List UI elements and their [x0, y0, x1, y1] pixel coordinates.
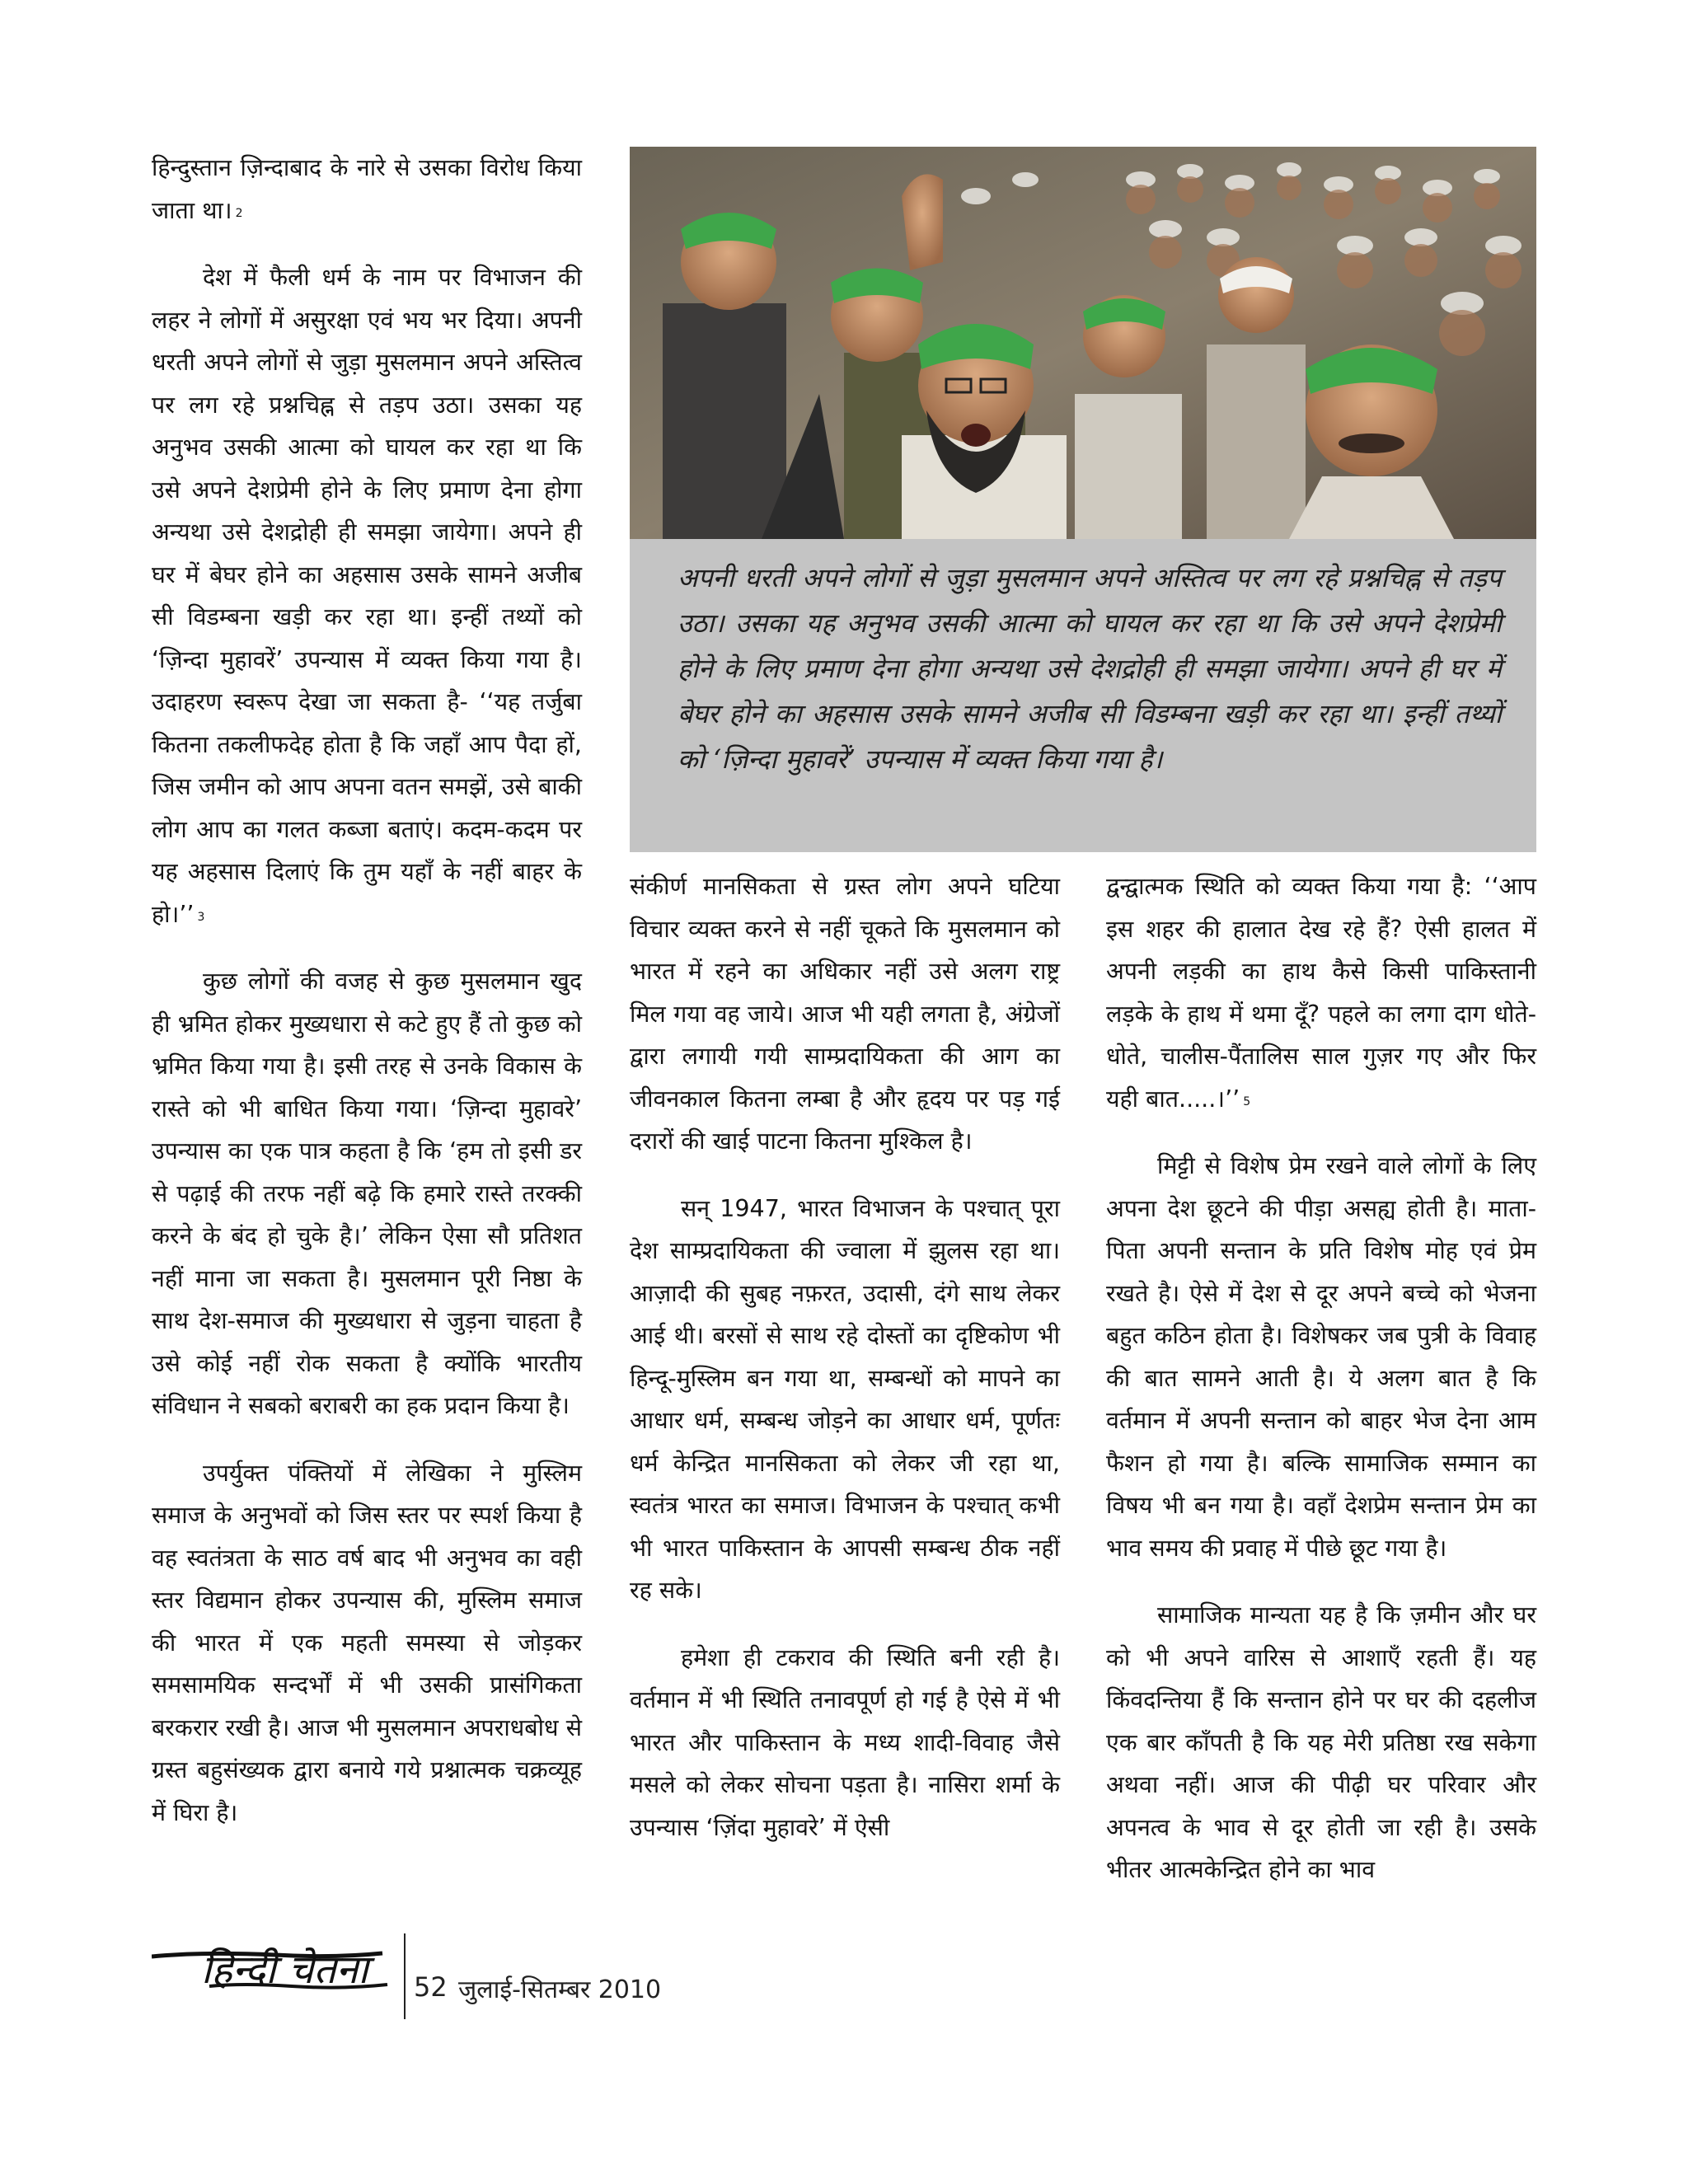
paragraph: सामाजिक मान्यता यह है कि ज़मीन और घर को भी अपने वारिस से आशाएँ रहती हैं। यह किंवदन्तिया हैं कि सन्तान होने पर घर की दहलीज एक बार काँपती है कि यह मेरी प्रतिष्ठा रख सकेगा अथवा नहीं। आज की पीढ़ी घर परिवार और अपनत्व के भाव से दूर होती जा रही है। उसके भीतर आत्मकेन्द्रित होने का भाव — [1106, 1601, 1536, 1883]
footnote-ref: 3 — [197, 910, 205, 924]
paragraph: संकीर्ण मानसिकता से ग्रस्त लोग अपने घटिया विचार व्यक्त करने से नहीं चूकते कि मुसलमान को भारत में रहने का अधिकार नहीं उसे अलग राष्ट्र मिल गया वह जाये। आज भी यही लगता है, अंग्रेजों द्वारा लगायी गयी साम्प्रदायिकता की आग का जीवनकाल कितना लम्बा है और हृदय पर पड़ गई दरारों की खाई पाटना कितना मुश्किल है। — [630, 873, 1060, 1155]
logo-text: हिन्दी चेतना — [201, 1947, 368, 1993]
paragraph-text: हिन्दुस्तान ज़िन्दाबाद के नारे से उसका विरोध किया जाता था। — [152, 154, 582, 224]
paragraph-text: देश में फैली धर्म के नाम पर विभाजन की लहर ने लोगों में असुरक्षा एवं भय भर दिया। अपनी धरती अपने लोगों से जुड़ा मुसलमान अपने अस्तित्व पर लग रहे प्रश्नचिह्न से तड़प उठा। उसका यह अनुभव उसकी आत्मा को घायल कर रहा था कि उसे अपने देशप्रेमी होने के लिए प्रमाण देना होगा अन्यथा उसे देशद्रोही ही समझा जायेगा। अपने ही घर में बेघर होने का अहसास उसके सामने अजीब सी विडम्बना खड़ी कर रहा था। इन्हीं तथ्यों को ‘ज़िन्दा मुहावरें’ उपन्यास में व्यक्त किया गया है। उदाहरण स्वरूप देखा जा सकता है- ‘‘यह तर्जुबा कितना तकलीफदेह होता है कि जहाँ आप पैदा हों, जिस जमीन को आप अपना वतन समझें, उसे बाकी लोग आप का गलत कब्जा बताएं। कदम-कदम पर यह अहसास दिलाएं कि तुम यहाँ के नहीं बाहर के हो।’’ — [152, 264, 582, 928]
page-number: 52 — [414, 1971, 448, 2003]
paragraph: कुछ लोगों की वजह से कुछ मुसलमान खुद ही भ्रमित होकर मुख्यधारा से कटे हुए हैं तो कुछ को भ्रमित किया गया है। इसी तरह से उनके विकास के रास्ते को भी बाधित किया गया। ‘ज़िन्दा मुहावरे’ उपन्यास का एक पात्र कहता है कि ‘हम तो इसी डर से पढ़ाई की तरफ नहीं बढ़े कि हमारे रास्ते तरक्की करने के बंद हो चुके है।’ लेकिन ऐसा सौ प्रतिशत नहीं माना जा सकता है। मुसलमान पूरी निष्ठा के साथ देश-समाज की मुख्यधारा से जुड़ना चाहता है उसे कोई नहीं रोक सकता है क्योंकि भारतीय संविधान ने सबको बराबरी का हक प्रदान किया है। — [152, 968, 582, 1419]
issue-date: जुलाई-सितम्बर 2010 — [458, 1975, 662, 2004]
paragraph — [152, 256, 582, 935]
pull-quote-text: अपनी धरती अपने लोगों से जुड़ा मुसलमान अपने अस्तित्व पर लग रहे प्रश्नचिह्न से तड़प उठा। उसका यह अनुभव उसकी आत्मा को घायल कर रहा था कि उसे अपने देशप्रेमी होने के लिए प्रमाण देना होगा अन्यथा उसे देशद्रोही ही समझा जायेगा। अपने ही घर में बेघर होने का अहसास उसके सामने अजीब सी विडम्बना खड़ी कर रहा था। इन्हीं तथ्यों को ‘ज़िन्दा मुहावरें’ उपन्यास में व्यक्त किया गया है। — [678, 562, 1502, 775]
footnote-ref: 5 — [1243, 1094, 1251, 1108]
paragraph — [1106, 865, 1536, 1120]
page-footer — [152, 1929, 729, 2027]
paragraph-text: द्वन्द्वात्मक स्थिति को व्यक्त किया गया है: ‘‘आप इस शहर की हालात देख रहे हैं? ऐसी हालत में अपनी लड़की का हाथ कैसे किसी पाकिस्तानी लड़के के हाथ में थमा दूँ? पहले का लगा दाग धोते-धोते, चालीस-पैंतालिस साल गुज़र गए और फिर यही बात.....।’’ — [1106, 873, 1536, 1113]
column-left — [152, 147, 582, 1858]
paragraph: उपर्युक्त पंक्तियों में लेखिका ने मुस्लिम समाज के अनुभवों को जिस स्तर पर स्पर्श किया है वह स्वतंत्रता के साठ वर्ष बाद भी अनुभव का वही स्तर विद्यमान होकर उपन्यास की, मुस्लिम समाज की भारत में एक महती समस्या से जोड़कर समसामयिक सन्दर्भों में भी उसकी प्रासंगिकता बरकरार रखी है। आज भी मुसलमान अपराधबोध से ग्रस्त बहुसंख्यक द्वारा बनाये गये प्रश्नात्मक चक्रव्यूह में घिरा है। — [152, 1459, 582, 1826]
paragraph: मिट्टी से विशेष प्रेम रखने वाले लोगों के लिए अपना देश छूटने की पीड़ा असह्य होती है। माता-पिता अपनी सन्तान के प्रति विशेष मोह एवं प्रेम रखते है। ऐसे में देश से दूर अपने बच्चे को भेजना बहुत कठिन होता है। विशेषकर जब पुत्री के विवाह की बात सामने आती है। ये अलग बात है कि वर्तमान में अपनी सन्तान को बाहर भेज देना आम फैशन हो गया है। बल्कि सामाजिक सम्मान का विषय भी बन गया है। वहाँ देशप्रेम सन्तान प्रेम का भाव समय की प्रवाह में पीछे छूट गया है। — [1106, 1152, 1536, 1562]
column-middle — [630, 865, 1060, 1873]
crowd-photo — [630, 147, 1536, 539]
magazine-logo — [152, 1929, 391, 2027]
footnote-ref: 2 — [235, 206, 243, 220]
paragraph: हमेशा ही टकराव की स्थिति बनी रही है। वर्तमान में भी स्थिति तनावपूर्ण हो गई है ऐसे में भी भारत और पाकिस्तान के मध्य शादी-विवाह जैसे मसले को लेकर सोचना पड़ता है। नासिरा शर्मा के उपन्यास ‘ज़िंदा मुहावरे’ में ऐसी — [630, 1643, 1060, 1841]
paragraph — [152, 147, 582, 232]
paragraph: सन् 1947, भारत विभाजन के पश्चात् पूरा देश साम्प्रदायिकता की ज्वाला में झुलस रहा था। आज़ादी की सुबह नफ़रत, उदासी, दंगे साथ लेकर आई थी। बरसों से साथ रहे दोस्तों का दृष्टिकोण भी हिन्दू-मुस्लिम बन गया था, सम्बन्धों को मापने का आधार धर्म, सम्बन्ध जोड़ने का आधार धर्म, पूर्णतः धर्म केन्द्रित मानसिकता को लेकर जी रहा था, स्वतंत्र भारत का समाज। विभाजन के पश्चात् कभी भी भारत पाकिस्तान के आपसी सम्बन्ध ठीक नहीं रह सके। — [630, 1194, 1060, 1604]
pull-quote-box — [630, 539, 1536, 852]
column-right — [1106, 865, 1536, 1916]
footer-divider — [404, 1933, 406, 2019]
